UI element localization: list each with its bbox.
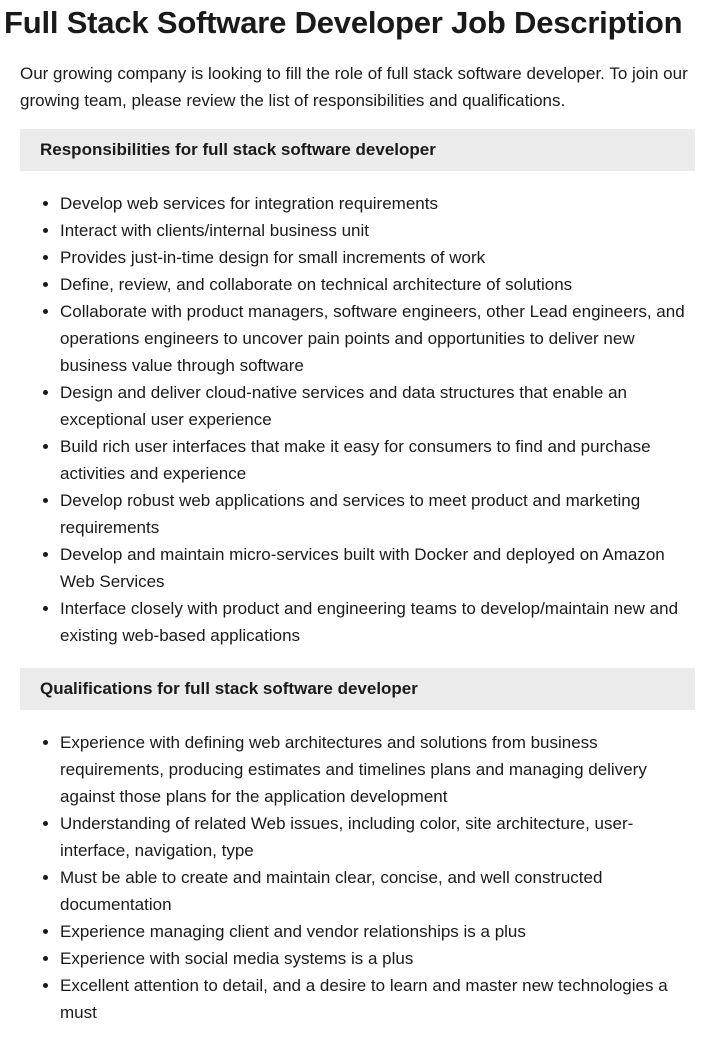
list-item: • Understanding of related Web issues, including color, site architecture, user-interface, navigation, type: [60, 810, 690, 864]
list-item: • Interact with clients/internal business unit: [60, 217, 690, 244]
list-item: • Develop and maintain micro-services built with Docker and deployed on Amazon Web Services: [60, 541, 690, 595]
list-item: • Provides just-in-time design for small increments of work: [60, 244, 690, 271]
list-item: • Develop web services for integration requirements: [60, 190, 690, 217]
qualifications-heading: Qualifications for full stack software developer: [20, 668, 695, 710]
list-item: • Experience managing client and vendor relationships is a plus: [60, 918, 690, 945]
list-item: • Interface closely with product and engineering teams to develop/maintain new and existing web-based applications: [60, 595, 690, 649]
list-item: • Design and deliver cloud-native services and data structures that enable an exceptional user experience: [60, 379, 690, 433]
list-item: • Excellent attention to detail, and a desire to learn and master new technologies a must: [60, 972, 690, 1026]
list-item: • Collaborate with product managers, software engineers, other Lead engineers, and operations engineers to uncover pain points and opportunities to deliver new business value through software: [60, 298, 690, 379]
page-title: Full Stack Software Developer Job Description: [4, 5, 683, 40]
list-item: • Build rich user interfaces that make it easy for consumers to find and purchase activities and experience: [60, 433, 690, 487]
list-item: • Must be able to create and maintain clear, concise, and well constructed documentation: [60, 864, 690, 918]
intro-paragraph: Our growing company is looking to fill the role of full stack software developer. To join our growing team, please review the list of responsibilities and qualifications.: [20, 64, 688, 110]
list-item: • Define, review, and collaborate on technical architecture of solutions: [60, 271, 690, 298]
list-item: • Experience with social media systems is a plus: [60, 945, 690, 972]
list-item: • Develop robust web applications and services to meet product and marketing requirements: [60, 487, 690, 541]
list-item: • Experience with defining web architectures and solutions from business requirements, producing estimates and timelines plans and managing delivery against those plans for the application development: [60, 729, 690, 810]
responsibilities-heading: Responsibilities for full stack software developer: [20, 129, 695, 171]
qualifications-list: [20, 729, 690, 1026]
responsibilities-list: [20, 190, 690, 649]
